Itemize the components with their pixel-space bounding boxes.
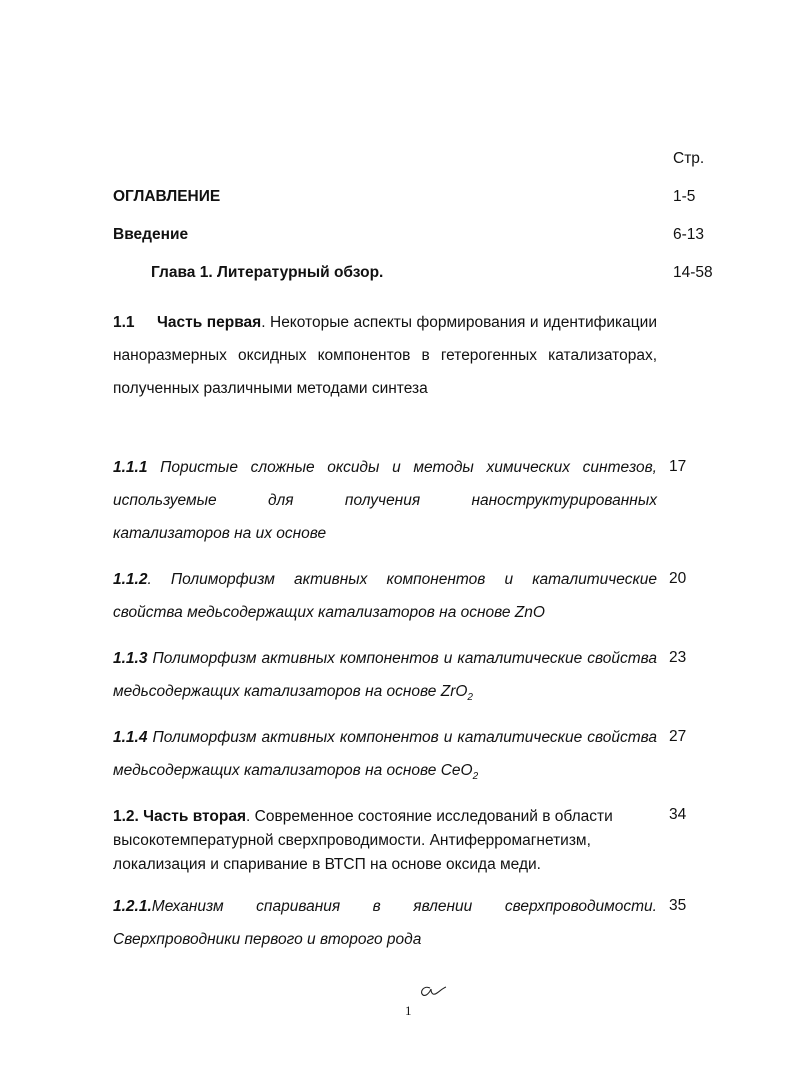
section-1-1-1-line2: используемые для получения наноструктурированных bbox=[113, 492, 657, 509]
section-1-1-2: 1.1.2. Полиморфизм активных компонентов и каталитические свойства медьсодержащих катализаторов на основе ZnO bbox=[113, 571, 657, 621]
toc-title-pages: 1-5 bbox=[673, 188, 696, 205]
page-column-label: Стр. bbox=[673, 150, 705, 167]
section-1-1-title: Часть первая bbox=[157, 314, 262, 331]
section-1-1 bbox=[113, 306, 657, 405]
section-1-1-1 bbox=[113, 451, 657, 550]
section-1-2-title: 1.2. Часть вторая bbox=[113, 808, 247, 825]
section-1-1-1-page: 17 bbox=[669, 458, 687, 475]
section-1-2-1 bbox=[113, 890, 657, 956]
section-1-1-3-page: 23 bbox=[669, 649, 687, 666]
section-1-1-2-num: 1.1.2 bbox=[113, 571, 148, 588]
section-1-1-4-page: 27 bbox=[669, 728, 687, 745]
section-1-1-4: 1.1.4 Полиморфизм активных компонентов и каталитические свойства медьсодержащих катализаторов на основе CeO$_2$ bbox=[113, 729, 657, 783]
toc-title: ОГЛАВЛЕНИЕ bbox=[113, 188, 221, 205]
section-1-2-1-page: 35 bbox=[669, 897, 687, 914]
section-1-2-1-line2: Сверхпроводники первого и второго рода bbox=[113, 931, 422, 948]
section-1-1-1-line1: 1.1.1 Пористые сложные оксиды и методы химических синтезов, bbox=[113, 459, 657, 476]
section-1-1-4-num: 1.1.4 bbox=[113, 729, 148, 746]
section-1-1-1-num: 1.1.1 bbox=[113, 459, 148, 476]
section-1-2-1-line1: 1.2.1.Механизм спаривания в явлении сверхпроводимости. bbox=[113, 898, 657, 915]
intro-pages: 6-13 bbox=[673, 226, 705, 243]
section-1-1-1-line3: катализаторов на их основе bbox=[113, 525, 327, 542]
chapter1-heading: Глава 1. Литературный обзор. bbox=[151, 264, 384, 281]
intro-heading: Введение bbox=[113, 226, 189, 243]
section-1-1-2-page: 20 bbox=[669, 570, 687, 587]
section-1-2: 1.2. Часть вторая. Современное состояние исследований в области высокотемпературной сверхпроводимости. Антиферромагнетизм, локализация и спаривание в ВТСП на основе оксида меди. bbox=[113, 808, 613, 873]
section-1-2-page: 34 bbox=[669, 806, 687, 823]
page-number: 1 bbox=[405, 1003, 412, 1018]
section-1-1-num: 1.1 bbox=[113, 314, 135, 331]
section-1-1-3-num: 1.1.3 bbox=[113, 650, 148, 667]
section-1-1-3: 1.1.3 Полиморфизм активных компонентов и каталитические свойства медьсодержащих катализаторов на основе ZrO$_2$ bbox=[113, 650, 657, 704]
chapter1-pages: 14-58 bbox=[673, 264, 713, 281]
handwritten-signature bbox=[418, 982, 448, 1000]
section-1-1-text: . Некоторые аспекты формирования и идентификации наноразмерных оксидных компонентов в гетерогенных катализаторах, полученных различными методами синтеза bbox=[113, 314, 657, 397]
section-1-2-1-num: 1.2.1. bbox=[113, 898, 152, 915]
